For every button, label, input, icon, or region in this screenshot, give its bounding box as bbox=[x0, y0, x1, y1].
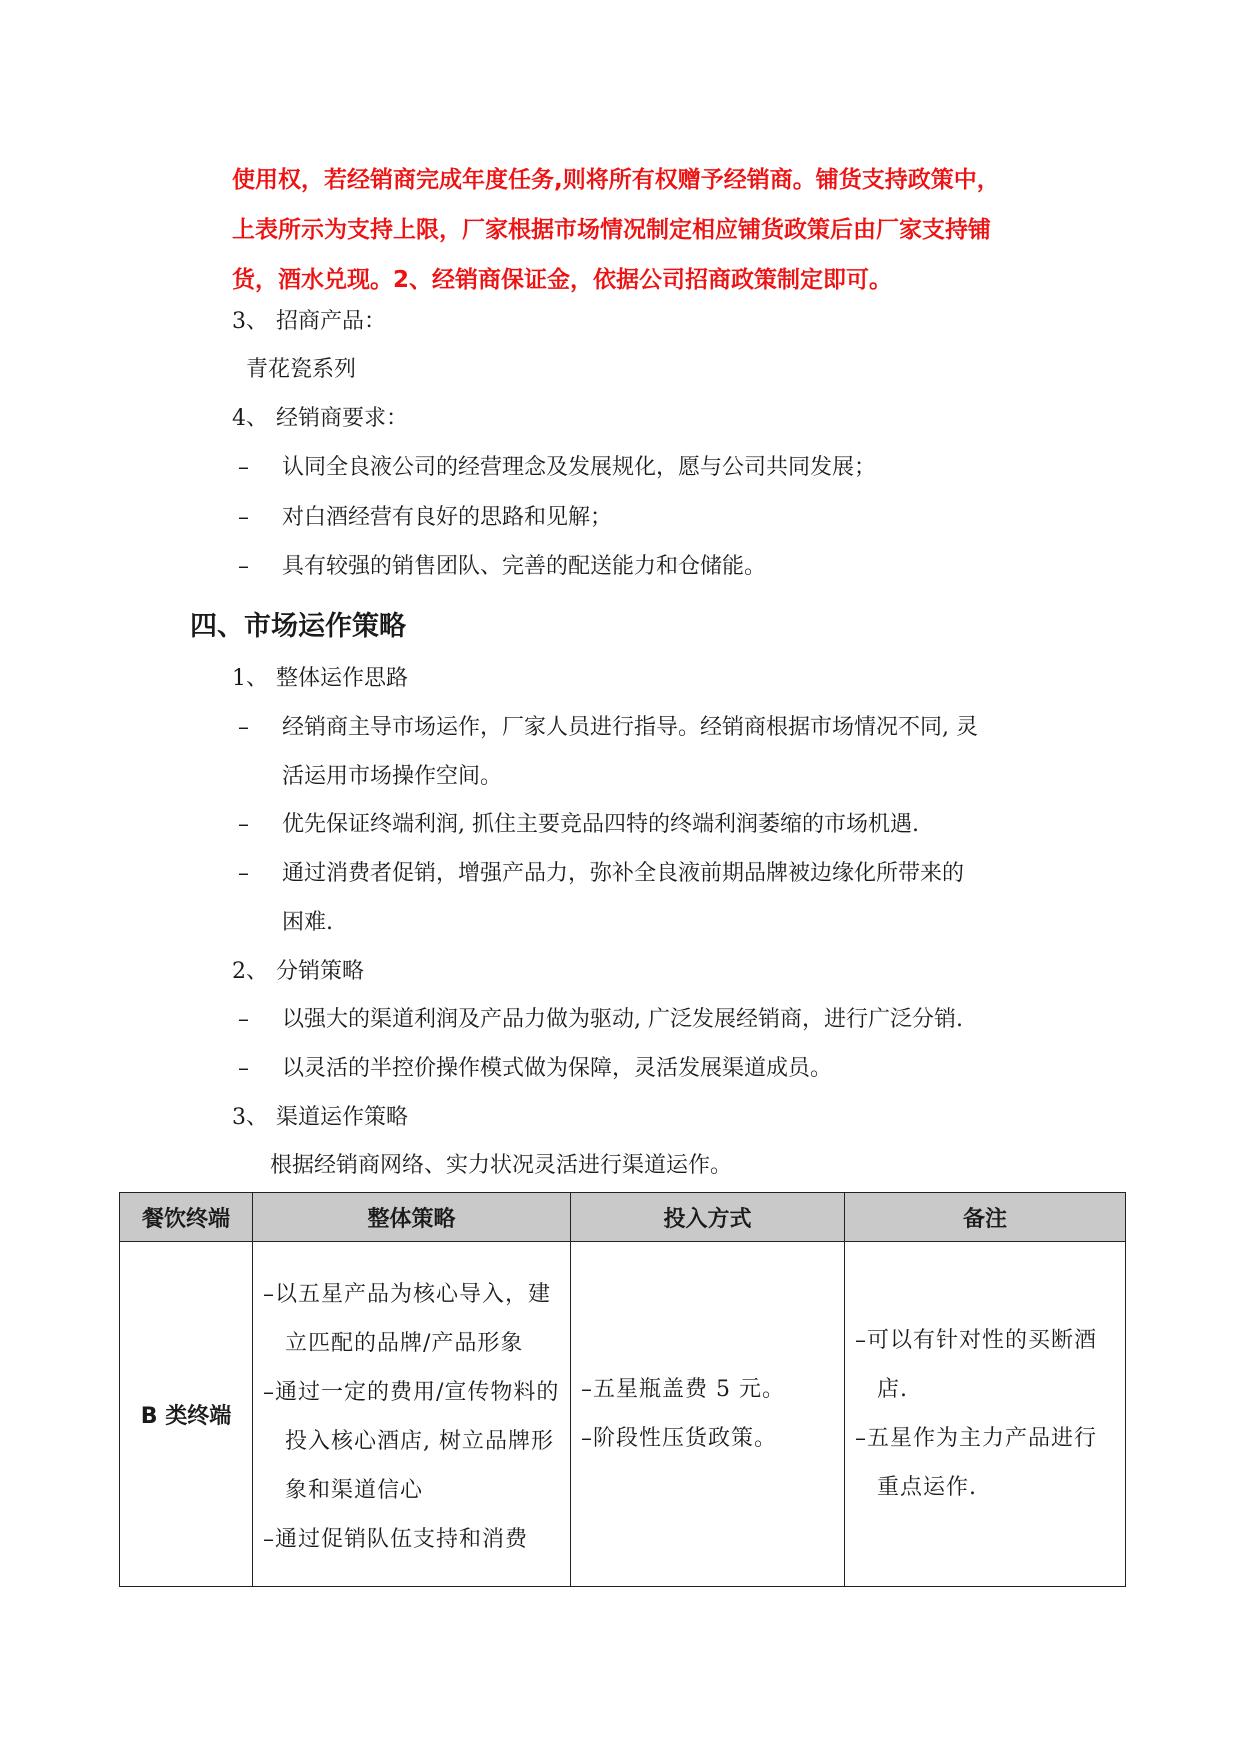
list-item-text: 认同全良液公司的经营理念及发展规化，愿与公司共同发展； bbox=[282, 455, 877, 480]
strategy-cell bbox=[253, 1242, 571, 1587]
intro-line: 使用权，若经销商完成年度任务,则将所有权赠予经销商。铺货支持政策中， bbox=[232, 167, 1000, 193]
dash-marker: – bbox=[238, 1056, 249, 1081]
list-item bbox=[238, 552, 766, 582]
dash-marker: – bbox=[238, 455, 249, 480]
strategy-item: –以五星产品为核心导入，建立匹配的品牌/产品形象 bbox=[263, 1282, 552, 1356]
dash-marker: – bbox=[238, 715, 249, 740]
dash-marker: – bbox=[238, 812, 249, 837]
intro-line: 货，酒水兑现。2、经销商保证金，依据公司招商政策制定即可。 bbox=[232, 267, 893, 293]
part3-heading bbox=[232, 1103, 408, 1133]
table-row bbox=[120, 1242, 1126, 1587]
part1-number: 1、 bbox=[232, 666, 268, 691]
dash-marker: – bbox=[238, 861, 249, 886]
list-item-text: 对白酒经营有良好的思路和见解； bbox=[282, 505, 613, 530]
part2-heading bbox=[232, 957, 364, 987]
column-header: 整体策略 bbox=[253, 1193, 571, 1242]
strategy-list bbox=[253, 1264, 570, 1564]
list-item bbox=[238, 453, 876, 483]
list-item-continuation: 困难. bbox=[282, 910, 333, 935]
list-item-text: 以强大的渠道利润及产品力做为驱动, 广泛发展经销商，进行广泛分销. bbox=[282, 1007, 963, 1032]
remarks-item: –可以有针对性的买断酒店. bbox=[855, 1328, 1098, 1402]
list-item bbox=[238, 1054, 832, 1084]
section-heading: 四、市场运作策略 bbox=[190, 611, 406, 642]
section3-heading bbox=[232, 307, 386, 337]
column-header: 餐饮终端 bbox=[120, 1193, 253, 1242]
list-item-text: 经销商主导市场运作，厂家人员进行指导。经销商根据市场情况不同, 灵 bbox=[282, 715, 978, 740]
remarks-list bbox=[845, 1316, 1125, 1512]
section4-title: 经销商要求： bbox=[276, 406, 409, 431]
section3-product: 青花瓷系列 bbox=[246, 357, 357, 382]
table-header-row bbox=[120, 1193, 1126, 1242]
list-item bbox=[238, 503, 612, 533]
input-cell bbox=[571, 1242, 845, 1587]
list-item bbox=[238, 713, 978, 743]
list-item bbox=[238, 859, 964, 889]
remarks-cell bbox=[845, 1242, 1126, 1587]
input-list bbox=[571, 1365, 844, 1463]
part1-heading bbox=[232, 664, 408, 694]
section3-title: 招商产品： bbox=[276, 309, 387, 334]
part3-text: 根据经销商网络、实力状况灵活进行渠道运作。 bbox=[270, 1153, 733, 1178]
input-item: –阶段性压货政策。 bbox=[581, 1426, 778, 1451]
strategy-item: –通过促销队伍支持和消费 bbox=[263, 1527, 529, 1552]
part2-title: 分销策略 bbox=[276, 959, 365, 984]
input-item: –五星瓶盖费 5 元。 bbox=[581, 1377, 785, 1402]
list-item bbox=[238, 1005, 963, 1035]
dash-marker: – bbox=[238, 554, 249, 579]
part3-number: 3、 bbox=[232, 1105, 268, 1130]
section3-number: 3、 bbox=[232, 309, 268, 334]
list-item-text: 以灵活的半控价操作模式做为保障，灵活发展渠道成员。 bbox=[282, 1056, 833, 1081]
category-cell: B 类终端 bbox=[120, 1242, 253, 1587]
list-item-text: 优先保证终端利润, 抓住主要竞品四特的终端利润萎缩的市场机遇. bbox=[282, 812, 919, 837]
strategy-item: –通过一定的费用/宣传物料的投入核心酒店, 树立品牌形象和渠道信心 bbox=[263, 1380, 560, 1503]
part3-title: 渠道运作策略 bbox=[276, 1105, 409, 1130]
list-item bbox=[238, 810, 919, 840]
list-item-continuation: 活运用市场操作空间。 bbox=[282, 764, 503, 789]
section4-number: 4、 bbox=[232, 406, 268, 431]
dash-marker: – bbox=[238, 505, 249, 530]
list-item-text: 通过消费者促销，增强产品力，弥补全良液前期品牌被边缘化所带来的 bbox=[282, 861, 965, 886]
intro-line: 上表所示为支持上限，厂家根据市场情况制定相应铺货政策后由厂家支持铺 bbox=[232, 217, 991, 243]
part1-title: 整体运作思路 bbox=[276, 666, 409, 691]
list-item-text: 具有较强的销售团队、完善的配送能力和仓储能。 bbox=[282, 554, 767, 579]
column-header: 投入方式 bbox=[571, 1193, 845, 1242]
section4-heading bbox=[232, 404, 408, 434]
part2-number: 2、 bbox=[232, 959, 268, 984]
remarks-item: –五星作为主力产品进行重点运作. bbox=[855, 1426, 1098, 1500]
column-header: 备注 bbox=[845, 1193, 1126, 1242]
intro-paragraph bbox=[232, 155, 1062, 305]
dash-marker: – bbox=[238, 1007, 249, 1032]
channel-strategy-table bbox=[119, 1192, 1126, 1587]
